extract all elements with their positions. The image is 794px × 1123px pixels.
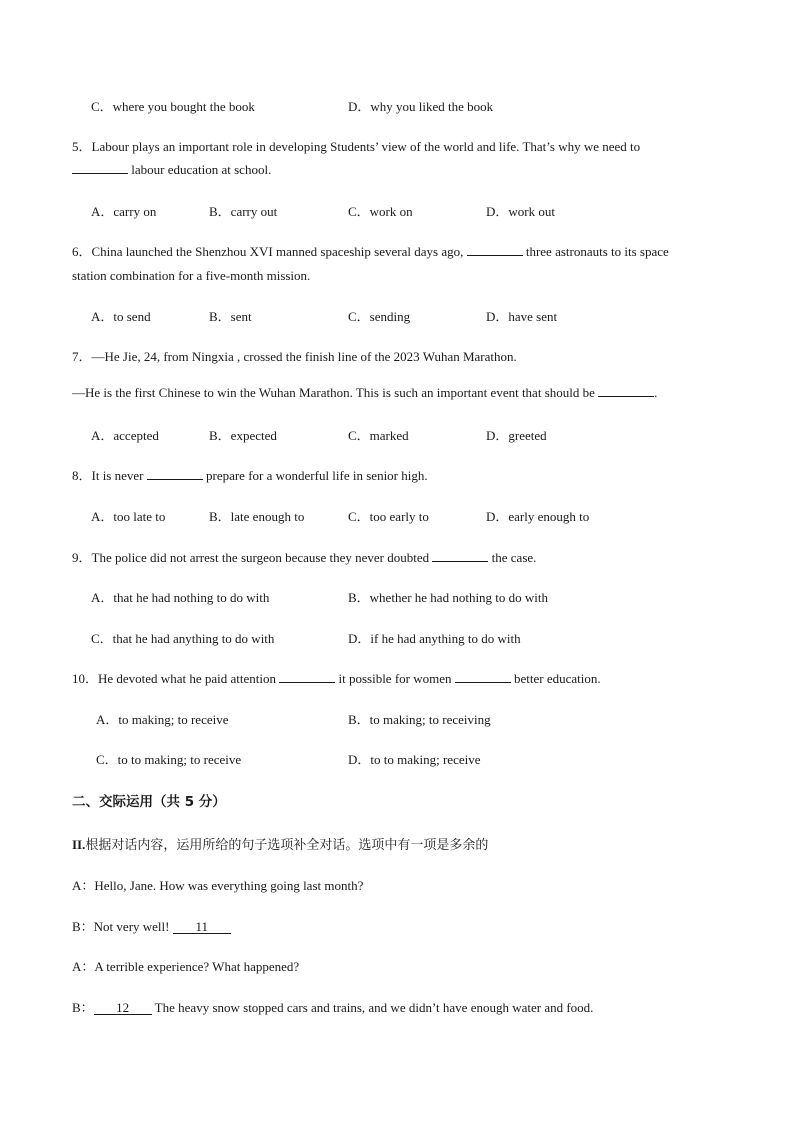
q8-option-b: B．late enough to (209, 509, 305, 524)
q9-text (72, 547, 536, 566)
q5-option-b: B．carry out (209, 204, 278, 219)
q10-text (72, 668, 601, 687)
dialogue-line-4-text: The heavy snow stopped cars and trains, and we didn’t have enough water and food. (151, 1000, 594, 1015)
q5-text-line1: 5．Labour plays an important role in developing Students’ view of the world and life. That’s why we need to (72, 139, 641, 154)
q6-text-post: three astronauts to its space (522, 244, 669, 259)
dialogue-line-1: A：Hello, Jane. How was everything going last month? (72, 878, 364, 893)
q8-text-pre: 8．It is never (72, 468, 147, 483)
q7-option-a: A．accepted (91, 428, 159, 443)
q6-option-d: D．have sent (486, 309, 558, 324)
q9-option-a: A．that he had nothing to do with (91, 590, 270, 605)
q8-option-a: A．too late to (91, 509, 166, 524)
q10-option-a: A．to making; to receive (96, 712, 229, 727)
dialogue-line-2 (72, 916, 231, 935)
q9-option-b: B．whether he had nothing to do with (348, 590, 549, 605)
blank-12: 12 (94, 1001, 152, 1015)
q9-text-pre: 9．The police did not arrest the surgeon because they never doubted (72, 550, 433, 565)
section-instructions-mark: II. (72, 837, 86, 852)
q5-text-line2-wrap (72, 162, 271, 178)
q7-option-b: B．expected (209, 428, 277, 443)
q5-blank (72, 162, 128, 174)
dialogue-line-3: A：A terrible experience? What happened? (72, 959, 300, 974)
q4-option-c: C．where you bought the book (91, 99, 255, 114)
section-instructions-text: 根据对话内容，运用所给的句子选项补全对话。选项中有一项是多余的 (85, 838, 489, 853)
q6-option-b: B．sent (209, 309, 252, 324)
q8-option-d: D．early enough to (486, 509, 590, 524)
q8-text (72, 465, 428, 484)
q7-text-pre: —He is the first Chinese to win the Wuhan Marathon. This is such an important event that should be (72, 385, 599, 400)
q5-option-d: D．work out (486, 204, 555, 219)
q8-option-c: C．too early to (348, 509, 429, 524)
q7-text-line2 (72, 385, 657, 401)
dialogue-line-4 (72, 997, 593, 1016)
q9-text-post: the case. (488, 550, 537, 565)
q10-text-post: better education. (510, 671, 601, 686)
q10-option-b: B．to making; to receiving (348, 712, 491, 727)
q9-option-c: C．that he had anything to do with (91, 631, 275, 646)
q5-text-line2: labour education at school. (131, 162, 272, 177)
q6-text-line2: station combination for a five-month mission. (72, 268, 311, 283)
q8-blank (147, 468, 203, 480)
q7-option-d: D．greeted (486, 428, 547, 443)
q10-text-pre: 10．He devoted what he paid attention (72, 671, 280, 686)
q6-option-a: A．to send (91, 309, 151, 324)
dialogue-line-4-speaker: B： (72, 1000, 94, 1015)
q6-blank (467, 244, 523, 256)
q10-text-mid: it possible for women (335, 671, 455, 686)
q10-blank-2 (455, 671, 511, 683)
section-instructions (72, 834, 488, 853)
q7-option-c: C．marked (348, 428, 409, 443)
blank-11: 11 (173, 920, 231, 934)
q6-option-c: C．sending (348, 309, 411, 324)
q6-text-line1 (72, 241, 669, 260)
q7-text-post: . (654, 385, 658, 400)
section-heading: 二、交际运用（共 5 分） (72, 794, 226, 810)
q6-text-pre: 6．China launched the Shenzhou XVI manned spaceship several days ago, (72, 244, 467, 259)
q8-text-post: prepare for a wonderful life in senior high. (202, 468, 428, 483)
q7-blank (598, 385, 654, 397)
q9-blank (432, 550, 488, 562)
q9-option-d: D．if he had anything to do with (348, 631, 521, 646)
q10-option-c: C．to to making; to receive (96, 752, 242, 767)
dialogue-line-2-text: B：Not very well! (72, 919, 173, 934)
q5-option-a: A．carry on (91, 204, 157, 219)
q4-option-d: D．why you liked the book (348, 99, 494, 114)
q10-blank-1 (279, 671, 335, 683)
q10-option-d: D．to to making; receive (348, 752, 481, 767)
q7-text-line1: 7．—He Jie, 24, from Ningxia , crossed the finish line of the 2023 Wuhan Marathon. (72, 349, 517, 364)
q5-option-c: C．work on (348, 204, 413, 219)
